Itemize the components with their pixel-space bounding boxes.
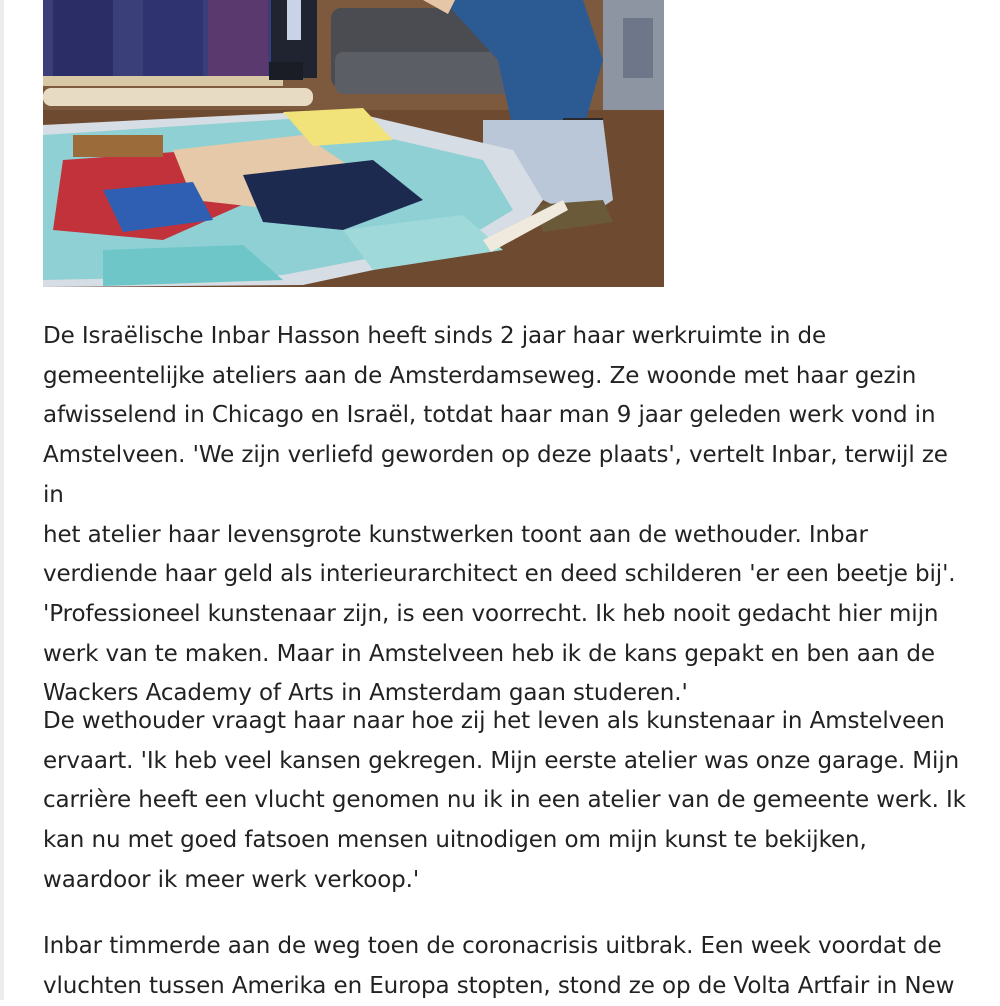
article-photo xyxy=(43,0,664,287)
paragraph-1: De Israëlische Inbar Hasson heeft sinds 2 jaar haar werkruimte in de gemeentelijke ateliers aan de Amsterdamseweg. Ze woonde met haar gezin afwisselend in Chicago en Israël, totdat haar man 9 jaar geleden werk vond in Amstelveen. 'We zijn verliefd geworden op deze plaats', vertelt Inbar, terwijl ze in het atelier haar levensgrote kunstwerken toont aan de wethouder. Inbar verdiende haar geld als interieurarchitect en deed schilderen 'er een beetje bij'. 'Professioneel kunstenaar zijn, is een voorrecht. Ik heb nooit gedacht hier mijn werk van te maken. Maar in Amstelveen heb ik de kans gepakt en ben aan de Wackers Academy of Arts in Amsterdam gaan studeren.' xyxy=(43,323,956,707)
paragraph-3: Inbar timmerde aan de weg toen de coronacrisis uitbrak. Een week voordat de vluchten tussen Amerika en Europa stopten, stond ze op de Volta Artfair in New xyxy=(43,933,955,999)
article-photo-image xyxy=(43,0,664,287)
page-left-border xyxy=(0,0,4,1000)
paragraph-2: De wethouder vraagt haar naar hoe zij het leven als kunstenaar in Amstelveen ervaart. 'Ik heb veel kansen gekregen. Mijn eerste atelier was onze garage. Mijn carrière heeft een vlucht genomen nu ik in een atelier van de gemeente werk. Ik kan nu met goed fatsoen mensen uitnodigen om mijn kunst te bekijken, waardoor ik meer werk verkoop.' xyxy=(43,708,966,893)
